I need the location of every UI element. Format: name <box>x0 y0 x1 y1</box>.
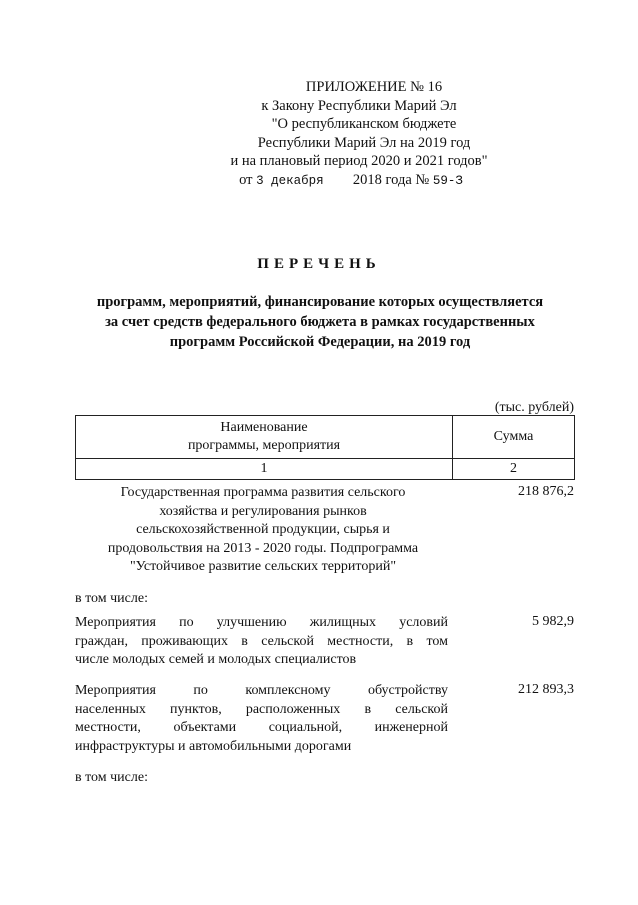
subtitle-line-3: программ Российской Федерации, на 2019 год <box>169 334 471 350</box>
column-header-name-line-1: Наименование <box>220 420 308 435</box>
units-label: (тыс. рублей) <box>494 400 574 415</box>
column-number-1: 1 <box>76 459 453 480</box>
date-year: 2018 года <box>352 171 412 188</box>
appendix-number: ПРИЛОЖЕНИЕ № 16 <box>305 79 443 95</box>
row-line: продовольствия на 2013 - 2020 годы. Подпрограмма <box>107 540 419 556</box>
appendix-law-ref: к Закону Республики Марий Эл <box>261 97 457 114</box>
appendix-header <box>0 78 638 191</box>
in-that-number-label: в том числе: <box>75 770 148 785</box>
date-prefix: от <box>239 171 253 188</box>
row-line: инфраструктуры и автомобильными дорогами <box>75 738 352 754</box>
appendix-date-line <box>0 171 638 191</box>
row-line: сельскохозяйственной продукции, сырья и <box>136 522 390 537</box>
document-title: ПЕРЕЧЕНЬ <box>257 256 381 272</box>
subtitle-line-2: за счет средств федерального бюджета в рамках государственных <box>105 314 535 330</box>
row-line: Мероприятия по улучшению жилищных условий <box>75 615 448 630</box>
row-line: граждан, проживающих в сельской местности, в том <box>75 633 448 649</box>
column-header-amount: Сумма <box>453 416 575 459</box>
table-header <box>75 415 575 480</box>
appendix-law-title-1: "О республиканском бюджете <box>271 116 457 133</box>
date-handwritten: 3 декабря <box>256 173 324 188</box>
row-line: населенных пунктов, расположенных в сельской <box>75 701 448 717</box>
number-sign: № <box>415 171 430 188</box>
table-row-infrastructure-name <box>75 682 448 756</box>
row-line: Государственная программа развития сельского <box>120 485 406 500</box>
document-subtitle <box>60 292 580 352</box>
column-header-name <box>76 416 453 459</box>
table-row-program-amount: 218 876,2 <box>518 484 574 499</box>
subtitle-line-1: программ, мероприятий, финансирование которых осуществляется <box>96 294 544 310</box>
appendix-law-title-2: Республики Марий Эл на 2019 год <box>257 134 471 151</box>
table-row-housing-amount: 5 982,9 <box>532 614 574 629</box>
row-line: хозяйства и регулирования рынков <box>159 503 367 519</box>
column-number-2: 2 <box>453 459 575 480</box>
appendix-law-title-3: и на плановый период 2020 и 2021 годов" <box>230 153 488 170</box>
table-row-housing-name <box>75 614 448 670</box>
row-line: местности, объектами социальной, инженерной <box>75 720 448 735</box>
row-line: числе молодых семей и молодых специалистов <box>75 652 357 667</box>
row-line: "Устойчивое развитие сельских территорий" <box>129 559 397 574</box>
table-row-program-name <box>93 484 433 577</box>
column-header-name-line-2: программы, мероприятия <box>187 438 341 453</box>
row-line: Мероприятия по комплексному обустройству <box>75 683 448 698</box>
law-number: 59-З <box>432 173 463 188</box>
in-that-number-label: в том числе: <box>75 591 148 606</box>
table-row-infrastructure-amount: 212 893,3 <box>518 682 574 697</box>
